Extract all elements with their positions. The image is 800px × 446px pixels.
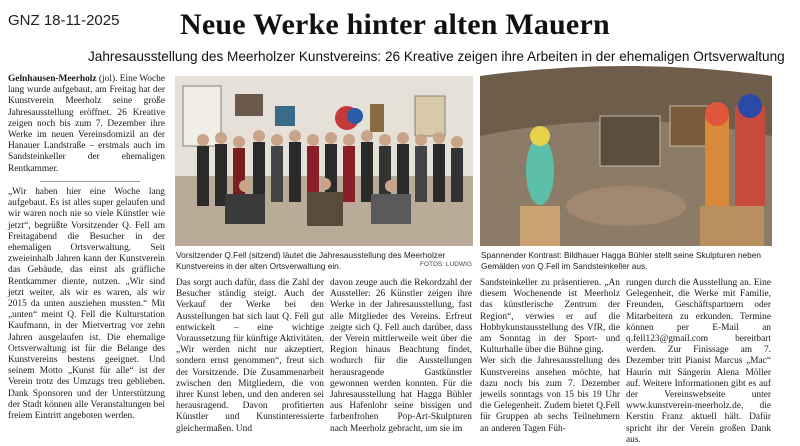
article-column-1: „Wir haben hier eine Woche lang aufgebaut. Es ist alles super gelaufen und wir waren noch nie so viele Künstler wie jetzt“, begrüßte Vorsitzender Q. Fell am Freitagabend die Besucher in der ehemaligen Ortsverwaltung. Seit zweieinhalb Jahren kann der Kunstverein das Gebäude, das einst als gräfliche Rentkammer diente, nutzen. „Wir sind jetzt weiter, als wir es waren, als wir 2015 da unten ausziehen mussten.“ Mit „unten“ meint Q. Fell die Kulturstation Kaufmann, in der Mietvertrag vor zehn Jahren ausgelaufen ist. Die ehemalige Ortsverwaltung ist für die Belange des Kunstvereins bestens geeignet. Und seinem Motto „Kunst für alle“ ist der Verein trotz des Umzugs treu geblieben. Dank Sponsoren und der Unterstützung der Stadt können alle Veranstaltungen bei freiem Eintritt angeboten werden.: [8, 187, 165, 422]
article-column-2: Das sorgt auch dafür, dass die Zahl der Besucher ständig steigt. Auch der Verkauf der Werke bei den Ausstellungen hat sich laut Q. Fell gut entwickelt – eine wichtige Voraussetzung für künftige Aktivitäten. „Wir werden nicht nur akzeptiert, sondern ernst genommen“, freut sich der Vorsitzende. Die Zusammenarbeit zwischen den Mitgliedern, die von ihrer Kunst leben, und den anderen sei herausragend. Davon profitierten Künstler und Kunstinteressierte gleichermaßen. Und: [176, 278, 324, 434]
article-column-3: davon zeuge auch die Rekordzahl der Aussteller: 26 Künstler zeigen ihre Werke in der Jahresausstellung, fast alle Mitglieder des Vereins. Erfreut zeigte sich Q. Fell auch darüber, dass der Verein mittlerweile weit über die Region hinaus Beachtung findet, wodurch für die Ausstellungen herausragende Gastkünstler gewonnen werden konnten. Für die Jahresausstellung hat Hagga Bühler aus Hafenlohr seine bissigen und farbenfrohen Pop-Art-Skulpturen nach Meerholz gebracht, um sie im: [330, 278, 472, 434]
article-column-5: rungen durch die Ausstellung an. Eine Gelegenheit, die Werke mit Familie, Freunden, Geschäftspartnern oder Mitarbeitern zu erkunden. Termine können per E-Mail an q.fell123@gmail.com bereitbart werden. Zur Finissage am 7. Dezember tritt Pianist Marcus „Mac“ Haurin mit Sängerin Alena Möller auf. Weitere Informationen gibt es auf der Vereinswebseite unter www.kunstverein-meerholz.de, die Kerstin Franz aktuell hält. Dafür spricht ihr der Verein großen Dank aus.: [626, 278, 771, 445]
photo1-caption: Vorsitzender Q.Fell (sitzend) läutet die Jahresausstellung des Meerholzer Kunstvereins in der alten Ortsverwaltung ein.: [176, 250, 446, 271]
separator-rule: [40, 181, 140, 182]
photo-credit: FOTOS: LUDWIG: [420, 261, 472, 268]
date-stamp: GNZ 18-11-2025: [8, 12, 120, 29]
photo-group-portrait: [175, 76, 473, 246]
lead-paragraph: [8, 74, 165, 176]
group-photo-illustration: [175, 76, 473, 246]
article-column-4: Sandsteinkeller zu präsentieren. „An diesem Wochenende ist Meerholz das künstlerische Zentrum der Region“, verwies er auf die Hobbykunstausstellung des VfR, die am Sonntag in der Sport- und Kulturhalle über die Bühne ging. Wer sich die Jahresausstellung des Kunstvereins ansehen möchte, hat dazu noch bis zum 7. Dezember jeweils sonntags von 15 bis 19 Uhr die Gelegenheit. Zudem bietet Q.Fell für Gruppen ab sechs Teilnehmern an anderen Tagen Füh-: [480, 278, 620, 434]
photo2-caption: Spannender Kontrast: Bildhauer Hagga Bühler stellt seine Skulpturen neben Gemälden von Q.Fell im Sandsteinkeller aus.: [481, 250, 761, 271]
dateline: Gelnhausen-Meerholz: [8, 74, 97, 84]
subheadline: Jahresausstellung des Meerholzer Kunstvereins: 26 Kreative zeigen ihre Arbeiten in der ehemaligen Ortsverwaltung: [88, 49, 785, 64]
sculpture-photo-illustration: [480, 76, 772, 246]
photo-sculptures: [480, 76, 772, 246]
headline: Neue Werke hinter alten Mauern: [180, 8, 610, 41]
lead-text: (jol). Eine Woche lang wurde aufgebaut, am Freitag hat der Kunstverein Meerholz seine große Jahresausstellung eröffnet. 26 Kreative zeigen noch bis zum 7. Dezember ihre Werke im neuen Vereinsdomizil an der Hanauer Landstraße – erstmals auch im Sandsteinkeller der ehemaligen Rentkammer.: [8, 74, 165, 174]
